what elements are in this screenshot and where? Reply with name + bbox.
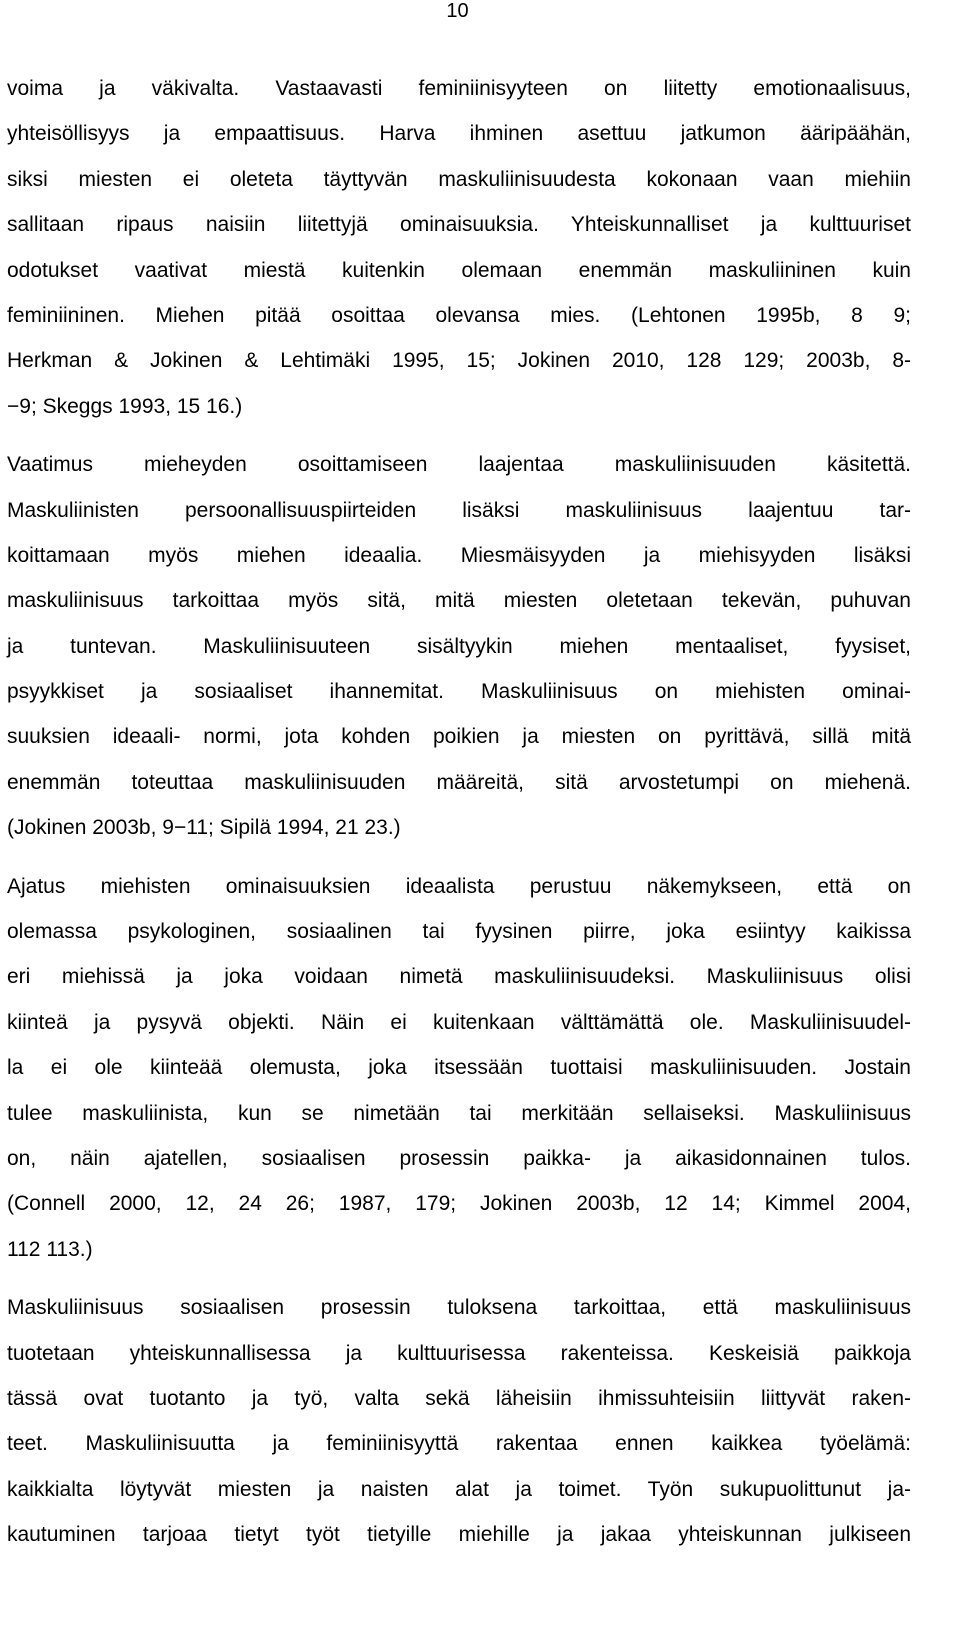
text-line: siksi miesten ei oleteta täyttyvän maskuliinisuudesta kokonaan vaan miehiin bbox=[7, 167, 911, 191]
text-line: maskuliinisuus tarkoittaa myös sitä, mitä miesten oletetaan tekevän, puhuvan bbox=[7, 589, 911, 613]
text-line: 112 113.) bbox=[7, 1237, 93, 1261]
text-line: voima ja väkivalta. Vastaavasti feminiinisyyteen on liitetty emotionaalisuus, bbox=[7, 77, 911, 100]
text-line: tulee maskuliinista, kun se nimetään tai merkitään sellaiseksi. Maskuliinisuus bbox=[7, 1101, 911, 1125]
text-line: Herkman & Jokinen & Lehtimäki 1995, 15; Jokinen 2010, 128 129; 2003b, 8- bbox=[7, 349, 911, 373]
text-line: enemmän toteuttaa maskuliinisuuden määreitä, sitä arvostetumpi on miehenä. bbox=[7, 770, 911, 794]
paragraph-4 bbox=[7, 1285, 911, 1557]
paragraph-3 bbox=[7, 864, 911, 1273]
text-line: on, näin ajatellen, sosiaalisen prosessin paikka- ja aikasidonnainen tulos. bbox=[7, 1146, 911, 1170]
text-line: psyykkiset ja sosiaaliset ihannemitat. Maskuliinisuus on miehisten ominai- bbox=[7, 680, 911, 704]
text-line: Vaatimus mieheyden osoittamiseen laajentaa maskuliinisuuden käsitettä. bbox=[7, 453, 911, 477]
text-line: Maskuliinisten persoonallisuuspiirteiden lisäksi maskuliinisuus laajentuu tar- bbox=[7, 498, 911, 522]
text-line: kautuminen tarjoaa tietyt työt tietyille miehille ja jakaa yhteiskunnan julkiseen bbox=[7, 1523, 911, 1547]
text-line: olemassa psykologinen, sosiaalinen tai fyysinen piirre, joka esiintyy kaikissa bbox=[7, 920, 911, 944]
paragraph-2 bbox=[7, 442, 911, 851]
text-line: feminiininen. Miehen pitää osoittaa olevansa mies. (Lehtonen 1995b, 8 9; bbox=[7, 303, 911, 327]
text-line: Maskuliinisuus sosiaalisen prosessin tuloksena tarkoittaa, että maskuliinisuus bbox=[7, 1296, 911, 1320]
text-line: tässä ovat tuotanto ja työ, valta sekä läheisiin ihmissuhteisiin liittyvät raken- bbox=[7, 1386, 911, 1410]
text-line: kaikkialta löytyvät miesten ja naisten alat ja toimet. Työn sukupuolittunut ja- bbox=[7, 1477, 911, 1501]
text-line: yhteisöllisyys ja empaattisuus. Harva ihminen asettuu jatkumon ääripäähän, bbox=[7, 122, 911, 146]
text-line: koittamaan myös miehen ideaalia. Miesmäisyyden ja miehisyyden lisäksi bbox=[7, 543, 911, 567]
text-line: eri miehissä ja joka voidaan nimetä maskuliinisuudeksi. Maskuliinisuus olisi bbox=[7, 965, 911, 989]
text-line: sallitaan ripaus naisiin liitettyjä ominaisuuksia. Yhteiskunnalliset ja kulttuuriset bbox=[7, 213, 911, 237]
text-line: (Jokinen 2003b, 9−11; Sipilä 1994, 21 23.) bbox=[7, 816, 401, 840]
text-line: kiinteä ja pysyvä objekti. Näin ei kuitenkaan välttämättä ole. Maskuliinisuudel- bbox=[7, 1010, 911, 1034]
paragraph-1 bbox=[7, 66, 911, 429]
text-line: tuotetaan yhteiskunnallisessa ja kulttuurisessa rakenteissa. Keskeisiä paikkoja bbox=[7, 1341, 911, 1365]
text-line: suuksien ideaali- normi, jota kohden poikien ja miesten on pyrittävä, sillä mitä bbox=[7, 725, 911, 749]
page-number: 10 bbox=[446, 0, 469, 22]
text-line: Ajatus miehisten ominaisuuksien ideaalista perustuu näkemykseen, että on bbox=[7, 874, 911, 898]
text-line: ja tuntevan. Maskuliinisuuteen sisältyykin miehen mentaaliset, fyysiset, bbox=[7, 634, 911, 658]
text-line: odotukset vaativat miestä kuitenkin olemaan enemmän maskuliininen kuin bbox=[7, 258, 911, 282]
text-line: (Connell 2000, 12, 24 26; 1987, 179; Jokinen 2003b, 12 14; Kimmel 2004, bbox=[7, 1192, 911, 1216]
text-line: −9; Skeggs 1993, 15 16.) bbox=[7, 394, 243, 418]
text-line: la ei ole kiinteää olemusta, joka itsessään tuottaisi maskuliinisuuden. Jostain bbox=[7, 1056, 911, 1080]
text-line: teet. Maskuliinisuutta ja feminiinisyyttä rakentaa ennen kaikkea työelämä: bbox=[7, 1432, 911, 1456]
body-text bbox=[7, 66, 911, 1558]
